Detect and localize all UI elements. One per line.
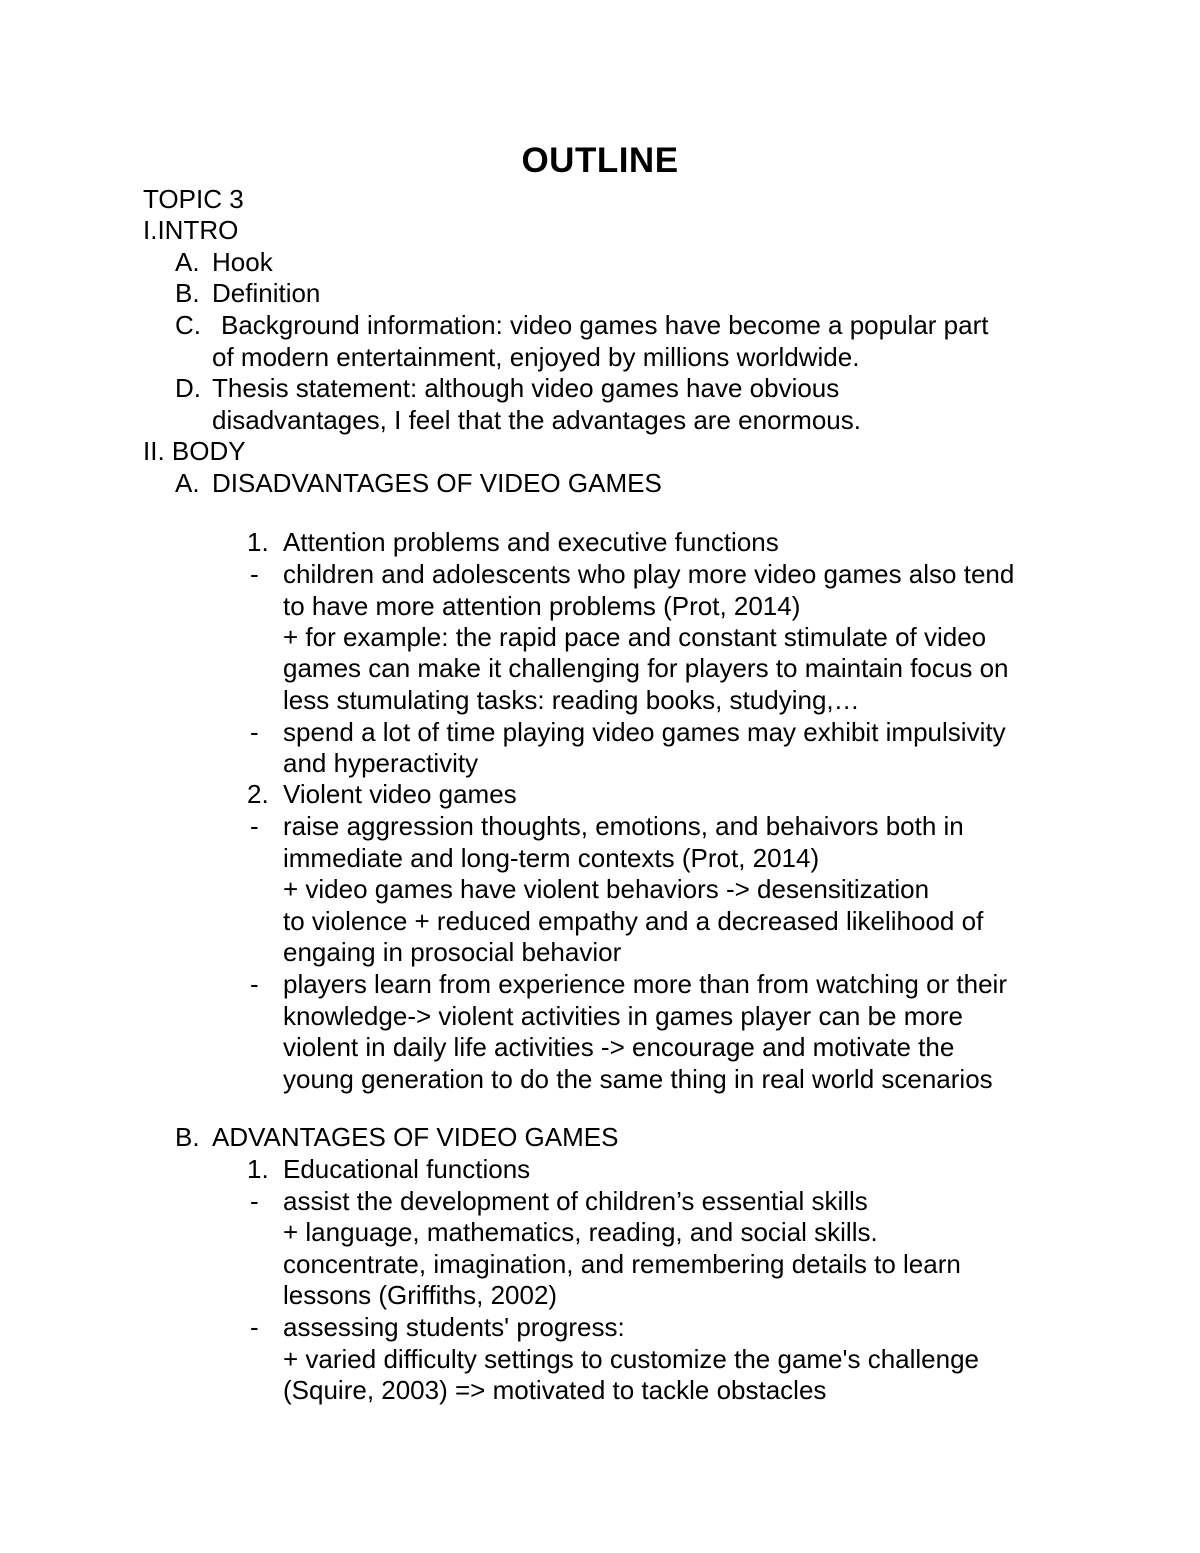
bullet-marker: - bbox=[250, 969, 259, 999]
intro-item-text: of modern entertainment, enjoyed by millions worldwide. bbox=[212, 342, 860, 372]
section-heading: ADVANTAGES OF VIDEO GAMES bbox=[212, 1122, 619, 1152]
intro-item-text: Thesis statement: although video games have obvious bbox=[212, 373, 840, 403]
bullet-marker: - bbox=[250, 717, 259, 747]
bullet-text: spend a lot of time playing video games may exhibit impulsivity bbox=[283, 717, 1006, 747]
intro-item-marker: A. bbox=[175, 247, 200, 277]
bullet-text: concentrate, imagination, and remembering details to learn bbox=[283, 1249, 961, 1279]
point-title: Educational functions bbox=[283, 1154, 531, 1184]
point-marker: 1. bbox=[247, 1154, 269, 1184]
bullet-text: raise aggression thoughts, emotions, and behaivors both in bbox=[283, 811, 964, 841]
bullet-marker: - bbox=[250, 1312, 259, 1342]
bullet-marker: - bbox=[250, 811, 259, 841]
intro-item-marker: C. bbox=[175, 310, 201, 340]
point-marker: 1. bbox=[247, 527, 269, 557]
bullet-text: knowledge-> violent activities in games player can be more bbox=[283, 1001, 963, 1031]
point-marker: 2. bbox=[247, 779, 269, 809]
bullet-text: + for example: the rapid pace and constant stimulate of video bbox=[283, 622, 987, 652]
bullet-text: children and adolescents who play more video games also tend bbox=[283, 559, 1015, 589]
bullet-text: players learn from experience more than from watching or their bbox=[283, 969, 1007, 999]
bullet-text: less stumulating tasks: reading books, studying,… bbox=[283, 685, 860, 715]
bullet-marker: - bbox=[250, 1186, 259, 1216]
intro-item-text: Background information: video games have become a popular part bbox=[221, 310, 989, 340]
bullet-text: games can make it challenging for players to maintain focus on bbox=[283, 653, 1009, 683]
bullet-marker: - bbox=[250, 559, 259, 589]
intro-heading: I.INTRO bbox=[143, 215, 239, 245]
bullet-text: assist the development of children’s essential skills bbox=[283, 1186, 868, 1216]
intro-item-text: Definition bbox=[212, 278, 321, 308]
intro-item-marker: B. bbox=[175, 278, 200, 308]
bullet-text: to have more attention problems (Prot, 2014) bbox=[283, 591, 801, 621]
intro-item-marker: D. bbox=[175, 373, 201, 403]
point-title: Violent video games bbox=[283, 779, 517, 809]
document-title: OUTLINE bbox=[521, 141, 679, 180]
bullet-text: to violence + reduced empathy and a decreased likelihood of bbox=[283, 906, 984, 936]
bullet-text: (Squire, 2003) => motivated to tackle obstacles bbox=[283, 1375, 827, 1405]
bullet-text: lessons (Griffiths, 2002) bbox=[283, 1280, 558, 1310]
point-title: Attention problems and executive functions bbox=[283, 527, 779, 557]
section-marker: B. bbox=[175, 1122, 200, 1152]
bullet-text: immediate and long-term contexts (Prot, 2014) bbox=[283, 843, 820, 873]
bullet-text: + varied difficulty settings to customize the game's challenge bbox=[283, 1344, 980, 1374]
bullet-text: young generation to do the same thing in real world scenarios bbox=[283, 1064, 993, 1094]
bullet-text: engaing in prosocial behavior bbox=[283, 937, 622, 967]
bullet-text: assessing students' progress: bbox=[283, 1312, 625, 1342]
intro-item-text: disadvantages, I feel that the advantages are enormous. bbox=[212, 405, 861, 435]
section-heading: DISADVANTAGES OF VIDEO GAMES bbox=[212, 468, 662, 498]
bullet-text: violent in daily life activities -> encourage and motivate the bbox=[283, 1032, 955, 1062]
body-heading: II. BODY bbox=[143, 436, 246, 466]
bullet-text: + video games have violent behaviors -> desensitization bbox=[283, 874, 930, 904]
intro-item-text: Hook bbox=[212, 247, 273, 277]
section-marker: A. bbox=[175, 468, 200, 498]
bullet-text: + language, mathematics, reading, and social skills. bbox=[283, 1217, 878, 1247]
bullet-text: and hyperactivity bbox=[283, 748, 479, 778]
topic-label: TOPIC 3 bbox=[143, 184, 244, 214]
